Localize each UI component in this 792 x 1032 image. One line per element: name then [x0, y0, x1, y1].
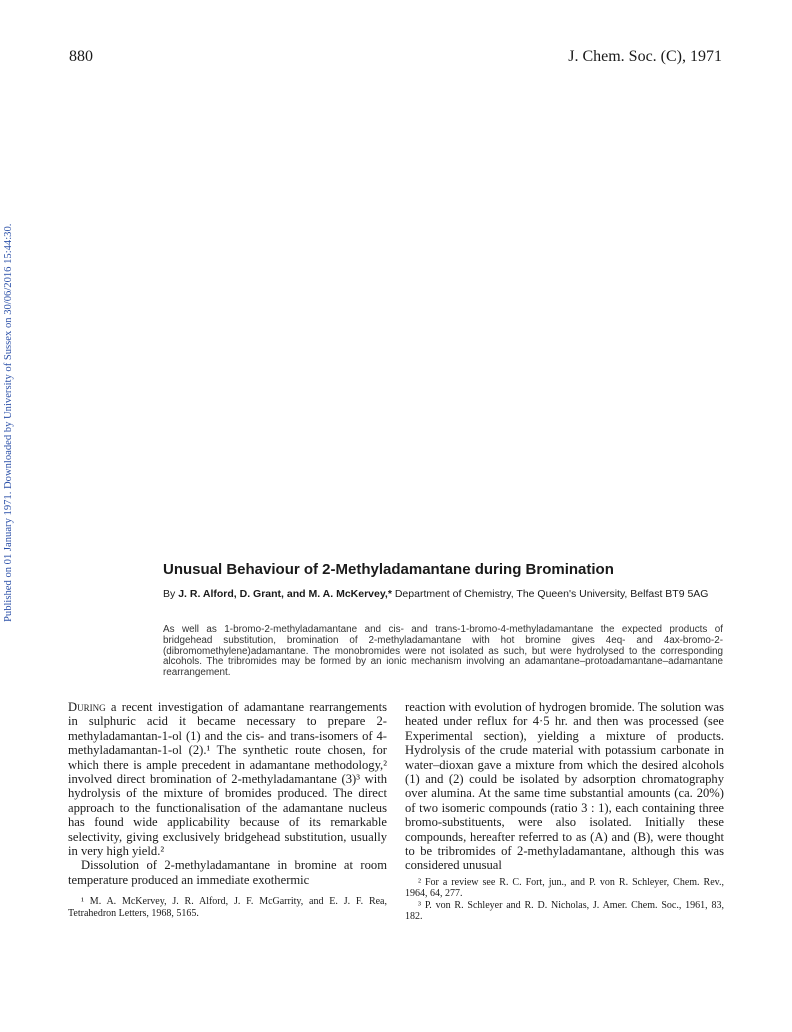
- body-paragraph: During a recent investigation of adamantane rearrangements in sulphuric acid it became necessary to prepare 2-methyladamantan-1-ol (1) and the cis- and trans-isomers of 4-methyladamantan-1-ol (2).¹ The synthetic route chosen, for which there is ample precedent in adamantane methodology,² involved direct bromination of 2-methyladamantane (3)³ with hydrolysis of the mixture of bromides produced. The direct approach to the functionalisation of the adamantane nucleus has found wide applicability because of its remarkable selectivity, giving exclusively bridgehead substitution, usually in very high yield.²: [68, 700, 387, 859]
- affiliation: Department of Chemistry, The Queen's University, Belfast BT9 5AG: [394, 588, 709, 600]
- article-title: Unusual Behaviour of 2-Methyladamantane during Bromination: [163, 561, 614, 578]
- footnotes: [405, 877, 724, 923]
- footnote-1: ¹ M. A. McKervey, J. R. Alford, J. F. McGarrity, and E. J. F. Rea, Tetrahedron Letters, 1968, 5165.: [68, 896, 387, 919]
- author-block: [163, 588, 724, 601]
- author-names: J. R. Alford, D. Grant, and M. A. McKervey,*: [178, 588, 392, 600]
- left-column: [68, 700, 387, 919]
- footnote-3: ³ P. von R. Schleyer and R. D. Nicholas, J. Amer. Chem. Soc., 1961, 83, 182.: [405, 899, 724, 923]
- right-column: [405, 700, 724, 923]
- by-prefix: By: [163, 588, 176, 600]
- page-number: 880: [69, 48, 93, 65]
- abstract: As well as 1-bromo-2-methyladamantane and cis- and trans-1-bromo-4-methyladamantane the expected products of bridgehead substitution, bromination of 2-methyladamantane with hot bromine gives 4eq- and 4ax-bromo-2-(dibromomethylene)adamantane. The monobromides were not isolated as such, but were hydrolysed to the corresponding alcohols. The tribromides may be formed by an ionic mechanism involving an adamantane–protoadamantane–adamantane rearrangement.: [163, 624, 723, 679]
- footnote-2: ² For a review see R. C. Fort, jun., and P. von R. Schleyer, Chem. Rev., 1964, 64, 277.: [405, 876, 724, 900]
- footnotes: [68, 896, 387, 919]
- body-paragraph: Dissolution of 2-methyladamantane in bromine at room temperature produced an immediate exothermic: [68, 858, 387, 887]
- download-watermark[interactable]: Published on 01 January 1971. Downloaded by University of Sussex on 30/06/2016 15:44:30.: [3, 223, 14, 622]
- body-paragraph: reaction with evolution of hydrogen bromide. The solution was heated under reflux for 4·5 hr. and then was processed (see Experimental section), yielding a mixture of products. Hydrolysis of the crude material with potassium carbonate in water–dioxan gave a mixture from which the desired alcohols (1) and (2) could be isolated by adsorption chromatography over alumina. At the same time substantial amounts (ca. 20%) of two isomeric compounds (ratio 3 : 1), each containing three bromo-substituents, were also isolated. Initially these compounds, hereafter referred to as (A) and (B), were thought to be tribromides of 2-methyladamantane, although this was considered unusual: [405, 700, 724, 873]
- drop-word: During: [68, 700, 106, 714]
- journal-reference: J. Chem. Soc. (C), 1971: [568, 48, 722, 65]
